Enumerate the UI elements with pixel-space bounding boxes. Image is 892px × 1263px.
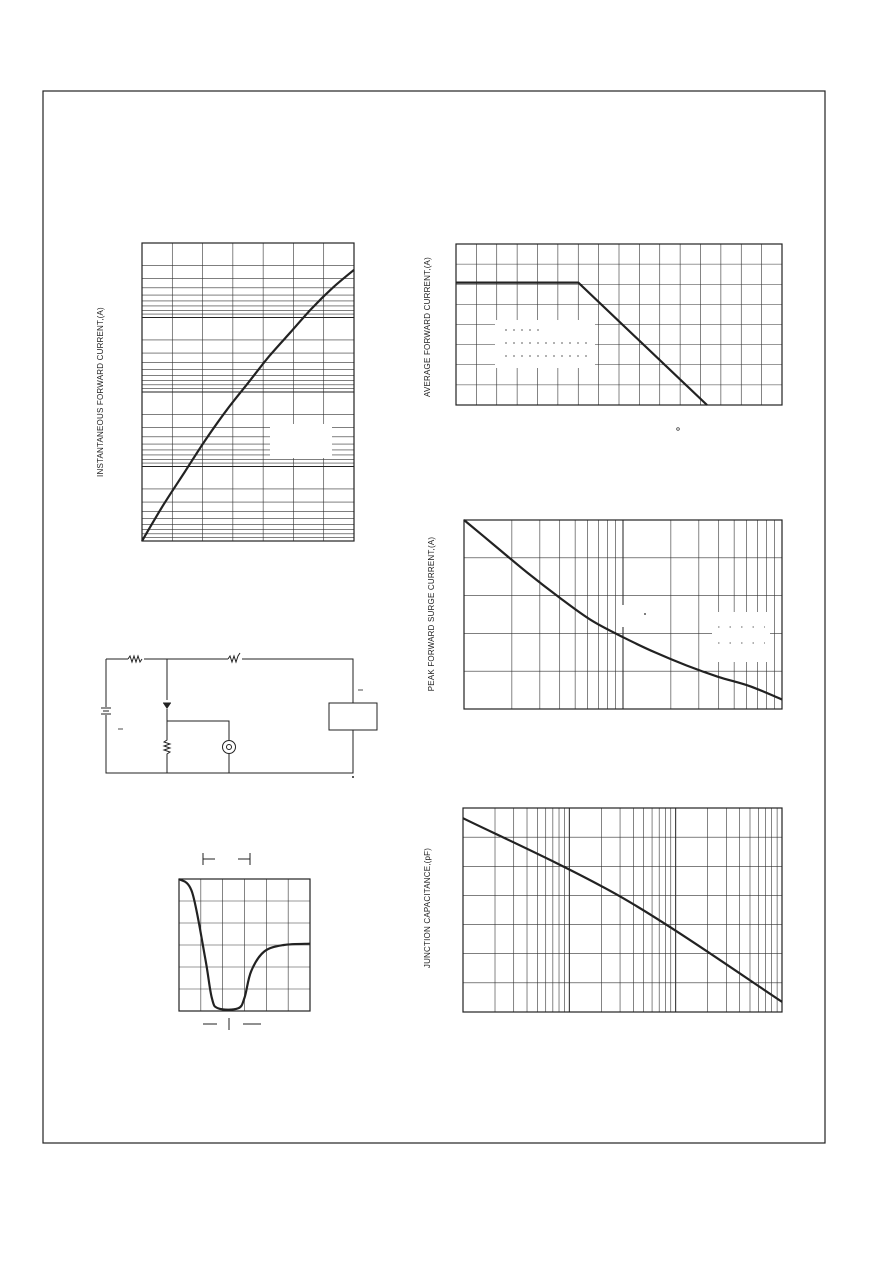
forward-current-grid <box>142 243 354 541</box>
scope-wires <box>167 721 229 773</box>
surge-dot <box>644 613 646 615</box>
resistor-1 <box>128 656 142 662</box>
surge-legend-blank-1 <box>618 605 658 627</box>
junction-capacitance-frame <box>463 808 782 1012</box>
time-marker-top <box>203 853 250 865</box>
resistor-2 <box>228 653 240 662</box>
terminal-dot <box>352 776 354 778</box>
recovery-waveform <box>179 853 310 1030</box>
forward-current-legend-blank <box>270 424 332 458</box>
test-circuit <box>101 653 377 778</box>
junction-capacitance-ylabel: JUNCTION CAPACITANCE,(pF) <box>423 847 432 969</box>
junction-capacitance-curve <box>463 818 782 1002</box>
resistor-3 <box>164 709 170 773</box>
surge-legend-blank-2 <box>712 612 770 662</box>
degree-mark <box>677 428 680 431</box>
forward-current-chart <box>96 243 354 541</box>
time-marker-bottom <box>203 1018 261 1030</box>
load-box <box>329 703 377 730</box>
surge-current-ylabel: PEAK FORWARD SURGE CURRENT,(A) <box>427 536 436 692</box>
forward-current-ylabel: INSTANTANEOUS FORWARD CURRENT,(A) <box>96 307 105 477</box>
average-current-chart <box>423 244 782 430</box>
junction-capacitance-chart <box>423 808 782 1012</box>
average-current-legend-blank <box>495 320 595 368</box>
diode-symbol <box>163 703 171 709</box>
oscilloscope-outer <box>223 741 236 754</box>
oscilloscope-inner <box>227 745 232 750</box>
surge-current-chart <box>427 520 782 709</box>
junction-capacitance-grid <box>463 808 782 1012</box>
average-current-ylabel: AVERAGE FORWARD CURRENT,(A) <box>423 257 432 397</box>
